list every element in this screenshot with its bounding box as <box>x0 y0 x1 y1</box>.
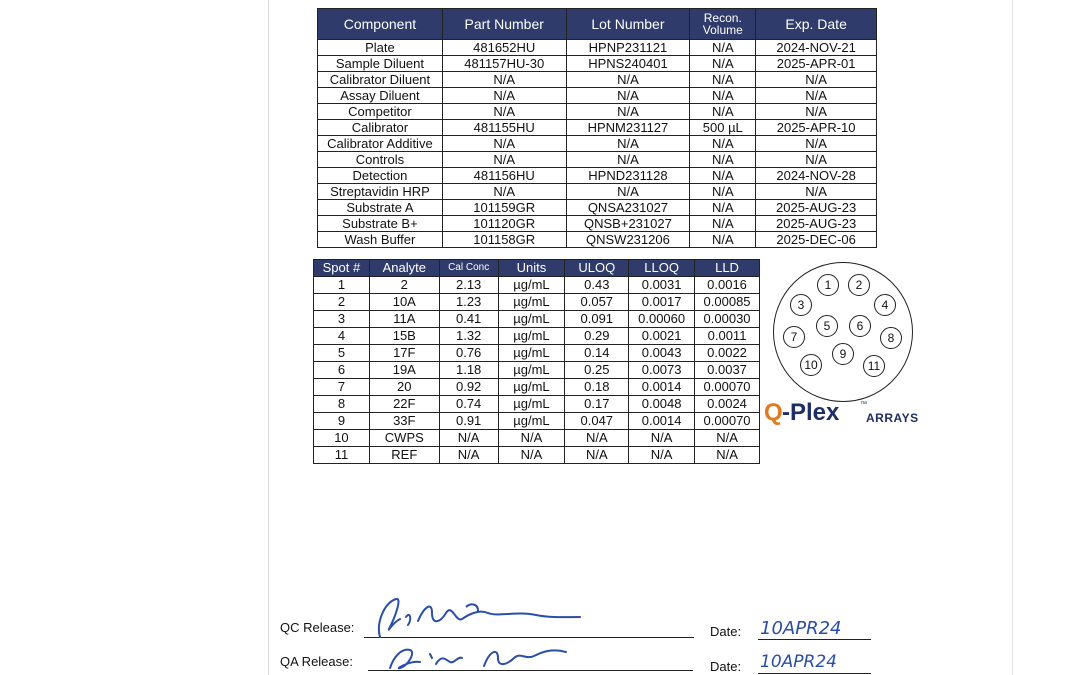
lloq-cell: N/A <box>629 447 695 464</box>
component-row <box>318 168 877 184</box>
spot-1: 1 <box>817 274 839 296</box>
uloq-cell: 0.091 <box>565 311 629 328</box>
part-number-cell: N/A <box>442 184 566 200</box>
recon-volume-cell: N/A <box>690 40 756 56</box>
uloq-cell: 0.047 <box>565 413 629 430</box>
part-number-cell: N/A <box>442 104 566 120</box>
cal-conc-cell: 1.32 <box>439 328 498 345</box>
lot-number-cell: HPNP231121 <box>566 40 690 56</box>
lloq-cell: N/A <box>629 430 695 447</box>
component-name-cell: Calibrator Additive <box>318 136 443 152</box>
cal-conc-cell: 0.91 <box>439 413 498 430</box>
exp-date-cell: N/A <box>756 184 877 200</box>
exp-date-cell: 2025-AUG-23 <box>756 216 877 232</box>
spot-row <box>314 328 760 345</box>
uloq-cell: 0.18 <box>565 379 629 396</box>
lot-number-cell: N/A <box>566 184 690 200</box>
spot-10: 10 <box>800 354 822 376</box>
lloq-cell: 0.0021 <box>629 328 695 345</box>
component-name-cell: Substrate A <box>318 200 443 216</box>
logo-q: Q <box>764 399 783 426</box>
lot-number-cell: N/A <box>566 72 690 88</box>
q-plex-arrays-logo <box>764 399 924 429</box>
recon-volume-cell: N/A <box>690 88 756 104</box>
lld-cell: N/A <box>695 447 760 464</box>
spot-number-cell: 2 <box>314 294 370 311</box>
spot-number-cell: 4 <box>314 328 370 345</box>
units-cell: µg/mL <box>498 413 565 430</box>
recon-volume-cell: N/A <box>690 216 756 232</box>
spots-table <box>313 259 760 464</box>
recon-volume-cell: N/A <box>690 152 756 168</box>
spot-8: 8 <box>880 327 902 349</box>
header-lloq: LLOQ <box>629 260 695 277</box>
units-cell: µg/mL <box>498 328 565 345</box>
part-number-cell: N/A <box>442 72 566 88</box>
component-name-cell: Detection <box>318 168 443 184</box>
lloq-cell: 0.0043 <box>629 345 695 362</box>
cal-conc-cell: 0.74 <box>439 396 498 413</box>
lld-cell: 0.0016 <box>695 277 760 294</box>
lloq-cell: 0.0014 <box>629 413 695 430</box>
exp-date-cell: 2024-NOV-28 <box>756 168 877 184</box>
analyte-cell: 22F <box>369 396 439 413</box>
cal-conc-cell: 0.41 <box>439 311 498 328</box>
header-units: Units <box>498 260 565 277</box>
spot-number-cell: 3 <box>314 311 370 328</box>
exp-date-cell: 2025-DEC-06 <box>756 232 877 248</box>
page-left-edge <box>268 0 269 675</box>
lld-cell: 0.0022 <box>695 345 760 362</box>
lot-number-cell: QNSB+231027 <box>566 216 690 232</box>
header-uloq: ULOQ <box>565 260 629 277</box>
spot-7: 7 <box>783 326 805 348</box>
spot-11: 11 <box>863 355 885 377</box>
exp-date-cell: N/A <box>756 152 877 168</box>
qc-date-label: Date: <box>710 624 742 639</box>
units-cell: µg/mL <box>498 379 565 396</box>
qc-release-label: QC Release: <box>280 620 355 635</box>
analyte-cell: REF <box>369 447 439 464</box>
component-row <box>318 88 877 104</box>
component-name-cell: Calibrator Diluent <box>318 72 443 88</box>
spot-number-cell: 7 <box>314 379 370 396</box>
part-number-cell: 101158GR <box>442 232 566 248</box>
cal-conc-cell: 0.76 <box>439 345 498 362</box>
recon-volume-cell: N/A <box>690 200 756 216</box>
cal-conc-cell: 2.13 <box>439 277 498 294</box>
recon-volume-cell: 500 µL <box>690 120 756 136</box>
exp-date-cell: N/A <box>756 104 877 120</box>
component-row <box>318 184 877 200</box>
header-lot-number: Lot Number <box>566 9 690 40</box>
component-name-cell: Streptavidin HRP <box>318 184 443 200</box>
component-row <box>318 152 877 168</box>
header-exp-date: Exp. Date <box>756 9 877 40</box>
exp-date-cell: 2024-NOV-21 <box>756 40 877 56</box>
lloq-cell: 0.0031 <box>629 277 695 294</box>
qc-date-line <box>758 639 871 640</box>
spot-row <box>314 430 760 447</box>
spot-9: 9 <box>832 343 854 365</box>
lot-number-cell: N/A <box>566 88 690 104</box>
analyte-cell: 20 <box>369 379 439 396</box>
lld-cell: 0.0011 <box>695 328 760 345</box>
units-cell: µg/mL <box>498 345 565 362</box>
exp-date-cell: N/A <box>756 136 877 152</box>
header-component: Component <box>318 9 443 40</box>
cal-conc-cell: 1.18 <box>439 362 498 379</box>
component-row <box>318 56 877 72</box>
part-number-cell: N/A <box>442 88 566 104</box>
spot-row <box>314 396 760 413</box>
component-name-cell: Controls <box>318 152 443 168</box>
uloq-cell: 0.43 <box>565 277 629 294</box>
recon-volume-cell: N/A <box>690 136 756 152</box>
lloq-cell: 0.0073 <box>629 362 695 379</box>
units-cell: µg/mL <box>498 311 565 328</box>
part-number-cell: 481156HU <box>442 168 566 184</box>
component-name-cell: Sample Diluent <box>318 56 443 72</box>
lld-cell: 0.00030 <box>695 311 760 328</box>
part-number-cell: 481155HU <box>442 120 566 136</box>
lloq-cell: 0.0048 <box>629 396 695 413</box>
cal-conc-cell: 1.23 <box>439 294 498 311</box>
uloq-cell: 0.14 <box>565 345 629 362</box>
analyte-cell: 15B <box>369 328 439 345</box>
lld-cell: 0.00070 <box>695 413 760 430</box>
header-recon-volume-text: Recon. Volume <box>702 11 743 37</box>
recon-volume-cell: N/A <box>690 72 756 88</box>
logo-trademark: ™ <box>860 401 867 408</box>
qa-date-line <box>758 673 871 674</box>
spot-number-cell: 10 <box>314 430 370 447</box>
component-row <box>318 232 877 248</box>
part-number-cell: N/A <box>442 152 566 168</box>
lloq-cell: 0.0014 <box>629 379 695 396</box>
lld-cell: 0.00085 <box>695 294 760 311</box>
spot-row <box>314 294 760 311</box>
component-row <box>318 72 877 88</box>
spot-number-cell: 9 <box>314 413 370 430</box>
part-number-cell: 481157HU-30 <box>442 56 566 72</box>
uloq-cell: 0.29 <box>565 328 629 345</box>
exp-date-cell: 2025-APR-10 <box>756 120 877 136</box>
lot-number-cell: N/A <box>566 136 690 152</box>
component-row <box>318 104 877 120</box>
analyte-cell: 11A <box>369 311 439 328</box>
uloq-cell: 0.057 <box>565 294 629 311</box>
header-part-number: Part Number <box>442 9 566 40</box>
part-number-cell: 101120GR <box>442 216 566 232</box>
page-right-edge <box>1012 0 1013 675</box>
lot-number-cell: HPND231128 <box>566 168 690 184</box>
lloq-cell: 0.0017 <box>629 294 695 311</box>
part-number-cell: 101159GR <box>442 200 566 216</box>
lloq-cell: 0.00060 <box>629 311 695 328</box>
spot-number-cell: 1 <box>314 277 370 294</box>
component-row <box>318 120 877 136</box>
part-number-cell: 481652HU <box>442 40 566 56</box>
uloq-cell: N/A <box>565 430 629 447</box>
spots-header-row <box>314 260 760 277</box>
analyte-cell: 17F <box>369 345 439 362</box>
exp-date-cell: 2025-AUG-23 <box>756 200 877 216</box>
spot-4: 4 <box>874 294 896 316</box>
component-row <box>318 200 877 216</box>
lot-number-cell: N/A <box>566 152 690 168</box>
spot-number-cell: 11 <box>314 447 370 464</box>
analyte-cell: 2 <box>369 277 439 294</box>
components-header-row <box>318 9 877 40</box>
header-analyte: Analyte <box>369 260 439 277</box>
spot-map-diagram <box>773 262 913 402</box>
spot-3: 3 <box>790 294 812 316</box>
component-name-cell: Competitor <box>318 104 443 120</box>
qa-signature <box>380 638 580 674</box>
lot-number-cell: HPNM231127 <box>566 120 690 136</box>
units-cell: µg/mL <box>498 396 565 413</box>
part-number-cell: N/A <box>442 136 566 152</box>
analyte-cell: 33F <box>369 413 439 430</box>
spot-row <box>314 413 760 430</box>
spot-number-cell: 5 <box>314 345 370 362</box>
lot-number-cell: QNSW231206 <box>566 232 690 248</box>
cal-conc-cell: N/A <box>439 430 498 447</box>
logo-arrays: ARRAYS <box>866 411 919 425</box>
spot-row <box>314 362 760 379</box>
analyte-cell: CWPS <box>369 430 439 447</box>
header-lld: LLD <box>695 260 760 277</box>
lld-cell: 0.0037 <box>695 362 760 379</box>
spot-row <box>314 345 760 362</box>
units-cell: N/A <box>498 447 565 464</box>
header-recon-volume <box>690 9 756 40</box>
qa-release-label: QA Release: <box>280 654 353 669</box>
exp-date-cell: 2025-APR-01 <box>756 56 877 72</box>
spot-5: 5 <box>816 315 838 337</box>
qa-date-value: 10APR24 <box>760 652 837 672</box>
uloq-cell: N/A <box>565 447 629 464</box>
recon-volume-cell: N/A <box>690 184 756 200</box>
header-spot-number: Spot # <box>314 260 370 277</box>
units-cell: µg/mL <box>498 277 565 294</box>
recon-volume-cell: N/A <box>690 104 756 120</box>
component-row <box>318 216 877 232</box>
analyte-cell: 19A <box>369 362 439 379</box>
spot-row <box>314 311 760 328</box>
qc-date-value: 10APR24 <box>760 618 842 639</box>
recon-volume-cell: N/A <box>690 168 756 184</box>
analyte-cell: 10A <box>369 294 439 311</box>
exp-date-cell: N/A <box>756 72 877 88</box>
component-name-cell: Plate <box>318 40 443 56</box>
exp-date-cell: N/A <box>756 88 877 104</box>
units-cell: µg/mL <box>498 362 565 379</box>
units-cell: N/A <box>498 430 565 447</box>
lld-cell: N/A <box>695 430 760 447</box>
component-name-cell: Substrate B+ <box>318 216 443 232</box>
cal-conc-cell: N/A <box>439 447 498 464</box>
spot-row <box>314 277 760 294</box>
header-cal-conc: Cal Conc <box>439 260 498 277</box>
uloq-cell: 0.25 <box>565 362 629 379</box>
lld-cell: 0.0024 <box>695 396 760 413</box>
component-name-cell: Assay Diluent <box>318 88 443 104</box>
lot-number-cell: QNSA231027 <box>566 200 690 216</box>
component-name-cell: Calibrator <box>318 120 443 136</box>
spot-number-cell: 6 <box>314 362 370 379</box>
spot-6: 6 <box>849 315 871 337</box>
lld-cell: 0.00070 <box>695 379 760 396</box>
qa-date-label: Date: <box>710 659 742 674</box>
lot-number-cell: HPNS240401 <box>566 56 690 72</box>
spot-2: 2 <box>848 274 870 296</box>
units-cell: µg/mL <box>498 294 565 311</box>
cal-conc-cell: 0.92 <box>439 379 498 396</box>
spot-row <box>314 447 760 464</box>
uloq-cell: 0.17 <box>565 396 629 413</box>
component-row <box>318 40 877 56</box>
component-row <box>318 136 877 152</box>
component-name-cell: Wash Buffer <box>318 232 443 248</box>
recon-volume-cell: N/A <box>690 232 756 248</box>
recon-volume-cell: N/A <box>690 56 756 72</box>
components-table <box>317 8 877 248</box>
lot-number-cell: N/A <box>566 104 690 120</box>
spot-number-cell: 8 <box>314 396 370 413</box>
logo-plex: -Plex <box>782 399 840 426</box>
spot-row <box>314 379 760 396</box>
